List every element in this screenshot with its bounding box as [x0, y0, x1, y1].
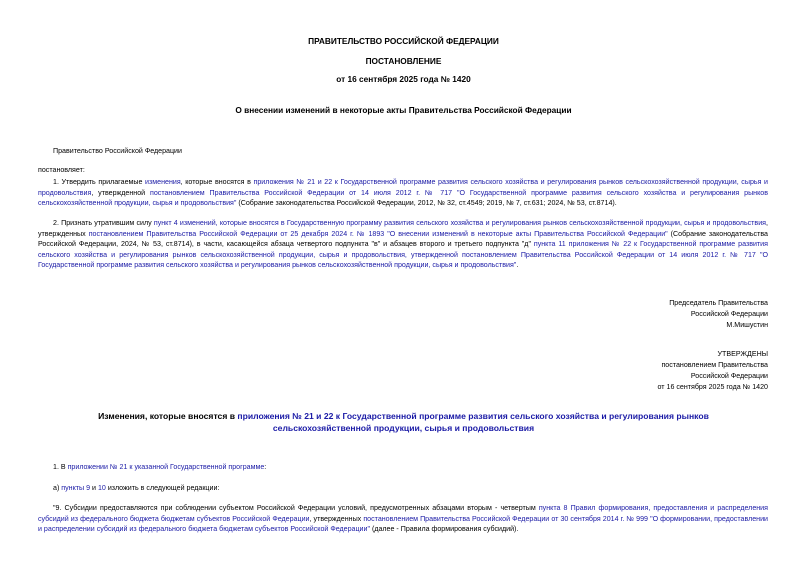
signature-name: М.Мишустин — [726, 321, 768, 329]
link-resolution-1893[interactable]: постановлением Правительства Российской Федерации от 25 декабря 2024 г. № 1893 "О внесении изменений в некоторые акты Правительства Российской Федерации" — [88, 229, 668, 238]
link-resolution-717[interactable]: постановлением Правительства Российской Федерации от 14 июля 2012 г. № 717 "О Государственной программе развития сельского хозяйства и регулирования рынков сельскохозяйственной продукции, сырья и продовольствия" — [38, 188, 768, 208]
link-point-9[interactable]: пункты 9 — [61, 484, 91, 492]
link-resolution-999[interactable]: постановлением Правительства Российской Федерации от 30 сентября 2014 г. № 999 "О формировании, предоставлении и распределении субсидий из федерального бюджета бюджетам субъектов Российской Федерации" — [38, 514, 769, 534]
approval-line-4: от 16 сентября 2025 года № 1420 — [657, 383, 768, 391]
signature-block — [669, 298, 768, 331]
approval-block — [658, 349, 769, 393]
link-appendix-21[interactable]: приложении № 21 к указанной Государственной программе — [67, 463, 265, 471]
document-type: ПОСТАНОВЛЕНИЕ — [365, 56, 442, 66]
government-heading: ПРАВИТЕЛЬСТВО РОССИЙСКОЙ ФЕДЕРАЦИИ — [308, 36, 499, 46]
resolves-text: постановляет: — [38, 166, 85, 174]
paragraph-2: 2. Признать утратившим силу пункт 4 изменений, которые вносятся в Государственную программу развития сельского хозяйства и регулирования рынков сельскохозяйственной продукции, сырья и продовольствия, утвержденных постановлением Правительства Российской Федерации от 25 декабря 2024 г. № 1893 "О внесении изменений в некоторые акты Правительства Российской Федерации" (Собрание законодательства Российской Федерации, 2024, № 53, ст.8714), в части, касающейся абзаца четвертого подпункта "в" и абзацев второго и третьего подпункта "д" пункта 11 приложения № 22 к Государственной программе развития сельского хозяйства и регулирования рынков сельскохозяйственной продукции, сырья и продовольствия, утвержденной постановлением Правительства Российской Федерации от 14 июля 2012 г. № 717 "О Государственной программе развития сельского хозяйства и регулирования рынков сельскохозяйственной продукции, сырья и продовольствия". — [38, 219, 768, 270]
paragraph-1: 1. Утвердить прилагаемые изменения, которые вносятся в приложения № 21 и 22 к Государственной программе развития сельского хозяйства и регулирования рынков сельскохозяйственной продукции, сырья и продовольствия, утвержденной постановлением Правительства Российской Федерации от 14 июля 2012 г. № 717 "О Государственной программе развития сельского хозяйства и регулирования рынков сельскохозяйственной продукции, сырья и продовольствия" (Собрание законодательства Российской Федерации, 2012, № 32, ст.4549; 2019, № 7, ст.631; 2024, № 53, ст.8714). — [38, 178, 769, 208]
signature-org: Российской Федерации — [690, 310, 768, 318]
signature-position: Председатель Правительства — [669, 299, 768, 307]
document-title: О внесении изменений в некоторые акты Правительства Российской Федерации — [235, 105, 572, 115]
approval-line-2: постановлением Правительства — [661, 361, 768, 369]
approval-heading: УТВЕРЖДЕНЫ — [717, 350, 768, 358]
link-point-4-changes[interactable]: пункт 4 изменений, которые вносятся в Государственную программу развития сельского хозяйства и регулирования рынков сельскохозяйственной продукции, сырья и продовольствия — [153, 219, 767, 227]
link-point-8-rules[interactable]: пункта 8 Правил формирования, предоставления и распределения субсидий из федерального бюджета бюджетам субъектов Российской Федерации — [38, 504, 768, 523]
changes-item-1: 1. В приложении № 21 к указанной Государственной программе: — [53, 463, 267, 471]
link-point-11-appendix-22[interactable]: пункта 11 приложения № 22 к Государственной программе развития сельского хозяйства и регулирования рынков сельскохозяйственной продукции, сырья и продовольствия, утвержденной постановлением Правительства Российской Федерации от 14 июля 2012 г. № 717 "О Государственной программе развития сельского хозяйства и регулирования рынков сельскохозяйственной продукции, сырья и продовольствия" — [38, 240, 768, 270]
document-date-number: от 16 сентября 2025 года № 1420 — [336, 74, 471, 84]
paragraph-9-text: "9. Субсидии предоставляются при соблюдении субъектом Российской Федерации условий, предусмотренных абзацами вторым - четвертым пункта 8 Правил формирования, предоставления и распределения субсидий из федерального бюджета бюджетам субъектов Российской Федерации, утвержденных постановлением Правительства Российской Федерации от 30 сентября 2014 г. № 999 "О формировании, предоставлении и распределении субсидий из федерального бюджета бюджетам субъектов Российской Федерации" (далее - Правила формирования субсидий). — [38, 504, 769, 534]
changes-title: Изменения, которые вносятся в приложения № 21 и 22 к Государственной программе развития сельского хозяйства и регулирования рынков сельскохозяйственной продукции, сырья и продовольствия — [98, 411, 709, 433]
link-appendices-21-22[interactable]: приложения № 21 и 22 к Государственной программе развития сельского хозяйства и регулирования рынков сельскохозяйственной продукции, сырья и продовольствия — [38, 178, 769, 197]
link-changes[interactable]: изменения — [145, 178, 181, 186]
link-point-10[interactable]: 10 — [97, 484, 106, 492]
changes-subitem-a: а) пункты 9 и 10 изложить в следующей редакции: — [53, 484, 220, 492]
intro-text: Правительство Российской Федерации — [53, 147, 182, 155]
approval-line-3: Российской Федерации — [690, 372, 768, 380]
link-changes-appendices[interactable]: приложения № 21 и 22 к Государственной программе развития сельского хозяйства и регулирования рынков сельскохозяйственной продукции, сырья и продовольствия — [237, 411, 709, 433]
